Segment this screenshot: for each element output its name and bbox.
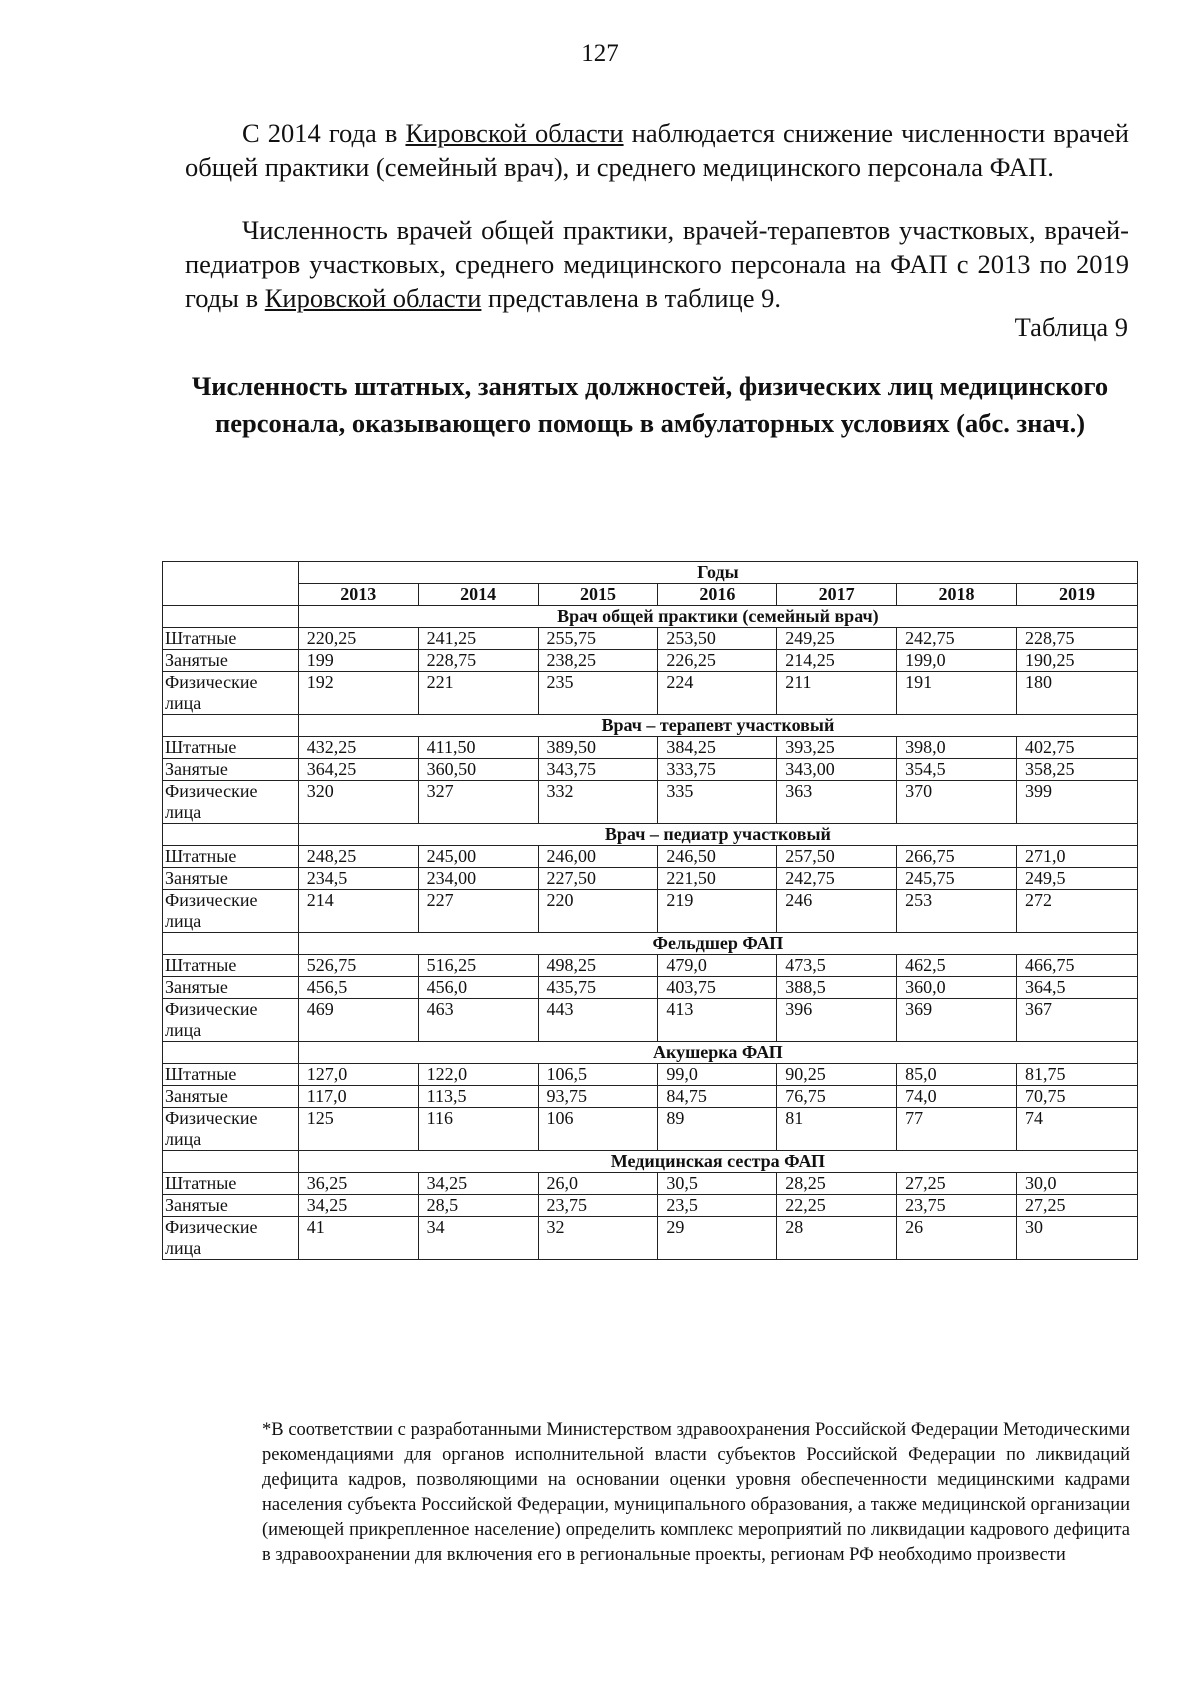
value-cell: 227: [418, 890, 538, 933]
value-cell: 32: [538, 1217, 658, 1260]
section-title-row: [163, 824, 1138, 846]
row-label: Штатные: [163, 1173, 299, 1195]
value-cell: 389,50: [538, 737, 658, 759]
section-title: Фельдшер ФАП: [298, 933, 1137, 955]
table-title: Численность штатных, занятых должностей, физических лиц медицинского персонала, оказывающего помощь в амбулаторных условиях (абс. знач.): [191, 371, 1109, 438]
value-cell: 127,0: [298, 1064, 418, 1086]
value-cell: 180: [1016, 672, 1137, 715]
value-cell: 266,75: [897, 846, 1017, 868]
value-cell: 463: [418, 999, 538, 1042]
region-link-2[interactable]: Кировской области: [264, 283, 482, 313]
value-cell: 327: [418, 781, 538, 824]
table-row: [163, 955, 1138, 977]
value-cell: 343,75: [538, 759, 658, 781]
value-cell: 238,25: [538, 650, 658, 672]
row-label: Штатные: [163, 628, 299, 650]
value-cell: 479,0: [658, 955, 777, 977]
staff-table: [162, 561, 1138, 1260]
value-cell: 29: [658, 1217, 777, 1260]
row-label: Занятые: [163, 1195, 299, 1217]
value-cell: 228,75: [418, 650, 538, 672]
value-cell: 360,0: [897, 977, 1017, 999]
value-cell: 253: [897, 890, 1017, 933]
value-cell: 30: [1016, 1217, 1137, 1260]
value-cell: 234,5: [298, 868, 418, 890]
value-cell: 214: [298, 890, 418, 933]
value-cell: 411,50: [418, 737, 538, 759]
table-row: [163, 1173, 1138, 1195]
value-cell: 358,25: [1016, 759, 1137, 781]
value-cell: 117,0: [298, 1086, 418, 1108]
value-cell: 369: [897, 999, 1017, 1042]
value-cell: 246,50: [658, 846, 777, 868]
value-cell: 214,25: [777, 650, 897, 672]
value-cell: 526,75: [298, 955, 418, 977]
value-cell: 456,0: [418, 977, 538, 999]
value-cell: 402,75: [1016, 737, 1137, 759]
value-cell: 84,75: [658, 1086, 777, 1108]
year-header-cell: 2018: [897, 584, 1017, 606]
year-header-cell: 2017: [777, 584, 897, 606]
value-cell: 28,25: [777, 1173, 897, 1195]
value-cell: 253,50: [658, 628, 777, 650]
value-cell: 113,5: [418, 1086, 538, 1108]
table-row: [163, 1217, 1138, 1260]
value-cell: 335: [658, 781, 777, 824]
value-cell: 116: [418, 1108, 538, 1151]
value-cell: 235: [538, 672, 658, 715]
row-label: Штатные: [163, 955, 299, 977]
value-cell: 85,0: [897, 1064, 1017, 1086]
value-cell: 199,0: [897, 650, 1017, 672]
table-row: [163, 628, 1138, 650]
value-cell: 462,5: [897, 955, 1017, 977]
value-cell: 370: [897, 781, 1017, 824]
value-cell: 396: [777, 999, 897, 1042]
table-label: Таблица 9: [1014, 312, 1128, 342]
row-label: Физические лица: [163, 1217, 299, 1260]
value-cell: 272: [1016, 890, 1137, 933]
value-cell: 23,5: [658, 1195, 777, 1217]
value-cell: 466,75: [1016, 955, 1137, 977]
value-cell: 456,5: [298, 977, 418, 999]
value-cell: 367: [1016, 999, 1137, 1042]
year-header-cell: 2016: [658, 584, 777, 606]
value-cell: 257,50: [777, 846, 897, 868]
value-cell: 81: [777, 1108, 897, 1151]
value-cell: 30,0: [1016, 1173, 1137, 1195]
value-cell: 363: [777, 781, 897, 824]
table-row: [163, 1108, 1138, 1151]
value-cell: 435,75: [538, 977, 658, 999]
value-cell: 23,75: [538, 1195, 658, 1217]
value-cell: 248,25: [298, 846, 418, 868]
table-row: [163, 977, 1138, 999]
section-title: Врач – терапевт участковый: [298, 715, 1137, 737]
value-cell: 99,0: [658, 1064, 777, 1086]
value-cell: 74: [1016, 1108, 1137, 1151]
table-row: [163, 759, 1138, 781]
value-cell: 249,25: [777, 628, 897, 650]
value-cell: 22,25: [777, 1195, 897, 1217]
value-cell: 211: [777, 672, 897, 715]
value-cell: 26,0: [538, 1173, 658, 1195]
value-cell: 249,5: [1016, 868, 1137, 890]
years-header: Годы: [298, 562, 1137, 584]
table-row: [163, 1195, 1138, 1217]
value-cell: 413: [658, 999, 777, 1042]
value-cell: 93,75: [538, 1086, 658, 1108]
table-row: [163, 737, 1138, 759]
years-header-row: [163, 562, 1138, 584]
value-cell: 36,25: [298, 1173, 418, 1195]
value-cell: 343,00: [777, 759, 897, 781]
value-cell: 246,00: [538, 846, 658, 868]
year-header-cell: 2015: [538, 584, 658, 606]
table-row: [163, 1064, 1138, 1086]
value-cell: 393,25: [777, 737, 897, 759]
value-cell: 246: [777, 890, 897, 933]
value-cell: 332: [538, 781, 658, 824]
intro-paragraph-2: [185, 213, 1129, 315]
year-header-cell: 2013: [298, 584, 418, 606]
value-cell: 384,25: [658, 737, 777, 759]
value-cell: 224: [658, 672, 777, 715]
value-cell: 190,25: [1016, 650, 1137, 672]
table-row: [163, 672, 1138, 715]
value-cell: 23,75: [897, 1195, 1017, 1217]
value-cell: 360,50: [418, 759, 538, 781]
section-title: Врач общей практики (семейный врач): [298, 606, 1137, 628]
value-cell: 333,75: [658, 759, 777, 781]
row-label: Занятые: [163, 759, 299, 781]
section-blank-cell: [163, 933, 299, 955]
value-cell: 364,5: [1016, 977, 1137, 999]
row-label: Штатные: [163, 846, 299, 868]
intro-paragraph-1: [185, 116, 1129, 184]
value-cell: 354,5: [897, 759, 1017, 781]
table-row: [163, 999, 1138, 1042]
section-blank-cell: [163, 1042, 299, 1064]
value-cell: 70,75: [1016, 1086, 1137, 1108]
value-cell: 34,25: [298, 1195, 418, 1217]
value-cell: 271,0: [1016, 846, 1137, 868]
value-cell: 516,25: [418, 955, 538, 977]
value-cell: 90,25: [777, 1064, 897, 1086]
value-cell: 26: [897, 1217, 1017, 1260]
value-cell: 81,75: [1016, 1064, 1137, 1086]
value-cell: 473,5: [777, 955, 897, 977]
value-cell: 399: [1016, 781, 1137, 824]
value-cell: 221: [418, 672, 538, 715]
value-cell: 364,25: [298, 759, 418, 781]
value-cell: 241,25: [418, 628, 538, 650]
value-cell: 388,5: [777, 977, 897, 999]
value-cell: 228,75: [1016, 628, 1137, 650]
p2-text-before: Численность врачей общей практики, врачей-терапевтов участковых, врачей-педиатров участковых, среднего медицинского персонала на ФАП с 2013 по 2019 годы в: [185, 215, 1129, 313]
value-cell: 255,75: [538, 628, 658, 650]
table-row: [163, 781, 1138, 824]
value-cell: 226,25: [658, 650, 777, 672]
value-cell: 498,25: [538, 955, 658, 977]
section-title-row: [163, 715, 1138, 737]
value-cell: 125: [298, 1108, 418, 1151]
table-row: [163, 846, 1138, 868]
value-cell: 41: [298, 1217, 418, 1260]
value-cell: 122,0: [418, 1064, 538, 1086]
row-label: Штатные: [163, 737, 299, 759]
value-cell: 74,0: [897, 1086, 1017, 1108]
value-cell: 191: [897, 672, 1017, 715]
section-blank-cell: [163, 824, 299, 846]
value-cell: 77: [897, 1108, 1017, 1151]
value-cell: 443: [538, 999, 658, 1042]
value-cell: 245,00: [418, 846, 538, 868]
value-cell: 106: [538, 1108, 658, 1151]
value-cell: 34,25: [418, 1173, 538, 1195]
value-cell: 242,75: [777, 868, 897, 890]
value-cell: 320: [298, 781, 418, 824]
section-blank-cell: [163, 606, 299, 628]
value-cell: 28,5: [418, 1195, 538, 1217]
value-cell: 220,25: [298, 628, 418, 650]
row-label: Физические лица: [163, 890, 299, 933]
row-label: Физические лица: [163, 672, 299, 715]
section-title-row: [163, 1042, 1138, 1064]
table-row: [163, 1086, 1138, 1108]
p2-text-after: представлена в таблице 9.: [481, 283, 781, 313]
value-cell: 27,25: [1016, 1195, 1137, 1217]
region-link-1[interactable]: Кировской области: [405, 118, 624, 148]
p1-text-after: наблюдается снижение численности врачей общей практики (семейный врач), и среднего медицинского персонала ФАП.: [185, 118, 1129, 182]
value-cell: 199: [298, 650, 418, 672]
section-title: Акушерка ФАП: [298, 1042, 1137, 1064]
value-cell: 227,50: [538, 868, 658, 890]
value-cell: 220: [538, 890, 658, 933]
row-label: Занятые: [163, 1086, 299, 1108]
row-label: Занятые: [163, 977, 299, 999]
year-header-cell: 2014: [418, 584, 538, 606]
value-cell: 432,25: [298, 737, 418, 759]
footnote: *В соответствии с разработанными Министерством здравоохранения Российской Федерации Методическими рекомендациями для органов исполнительной власти субъектов Российской Федерации по ликвидаций дефицита кадров, позволяющими на основании оценки уровня обеспеченности медицинскими кадрами населения субъекта Российской Федерации, муниципального образования, а также медицинской организации (имеющей прикрепленное население) определить комплекс мероприятий по ликвидации кадрового дефицита в здравоохранении для включения его в региональные проекты, регионам РФ необходимо произвести: [262, 1420, 1130, 1565]
value-cell: 106,5: [538, 1064, 658, 1086]
value-cell: 76,75: [777, 1086, 897, 1108]
section-title-row: [163, 933, 1138, 955]
section-title: Врач – педиатр участковый: [298, 824, 1137, 846]
value-cell: 27,25: [897, 1173, 1017, 1195]
page-number: 127: [581, 40, 619, 67]
value-cell: 242,75: [897, 628, 1017, 650]
value-cell: 30,5: [658, 1173, 777, 1195]
value-cell: 28: [777, 1217, 897, 1260]
row-label: Занятые: [163, 868, 299, 890]
p1-text-before: С 2014 года в: [242, 118, 406, 148]
row-label: Занятые: [163, 650, 299, 672]
value-cell: 89: [658, 1108, 777, 1151]
years-row: [163, 584, 1138, 606]
value-cell: 234,00: [418, 868, 538, 890]
row-label: Физические лица: [163, 1108, 299, 1151]
value-cell: 192: [298, 672, 418, 715]
row-label: Физические лица: [163, 781, 299, 824]
value-cell: 403,75: [658, 977, 777, 999]
row-label: Штатные: [163, 1064, 299, 1086]
table-row: [163, 890, 1138, 933]
corner-cell: [163, 562, 299, 606]
section-title-row: [163, 606, 1138, 628]
value-cell: 245,75: [897, 868, 1017, 890]
value-cell: 34: [418, 1217, 538, 1260]
value-cell: 469: [298, 999, 418, 1042]
row-label: Физические лица: [163, 999, 299, 1042]
value-cell: 219: [658, 890, 777, 933]
table-row: [163, 868, 1138, 890]
section-title-row: [163, 1151, 1138, 1173]
value-cell: 221,50: [658, 868, 777, 890]
section-title: Медицинская сестра ФАП: [298, 1151, 1137, 1173]
table-row: [163, 650, 1138, 672]
value-cell: 398,0: [897, 737, 1017, 759]
section-blank-cell: [163, 715, 299, 737]
year-header-cell: 2019: [1016, 584, 1137, 606]
section-blank-cell: [163, 1151, 299, 1173]
